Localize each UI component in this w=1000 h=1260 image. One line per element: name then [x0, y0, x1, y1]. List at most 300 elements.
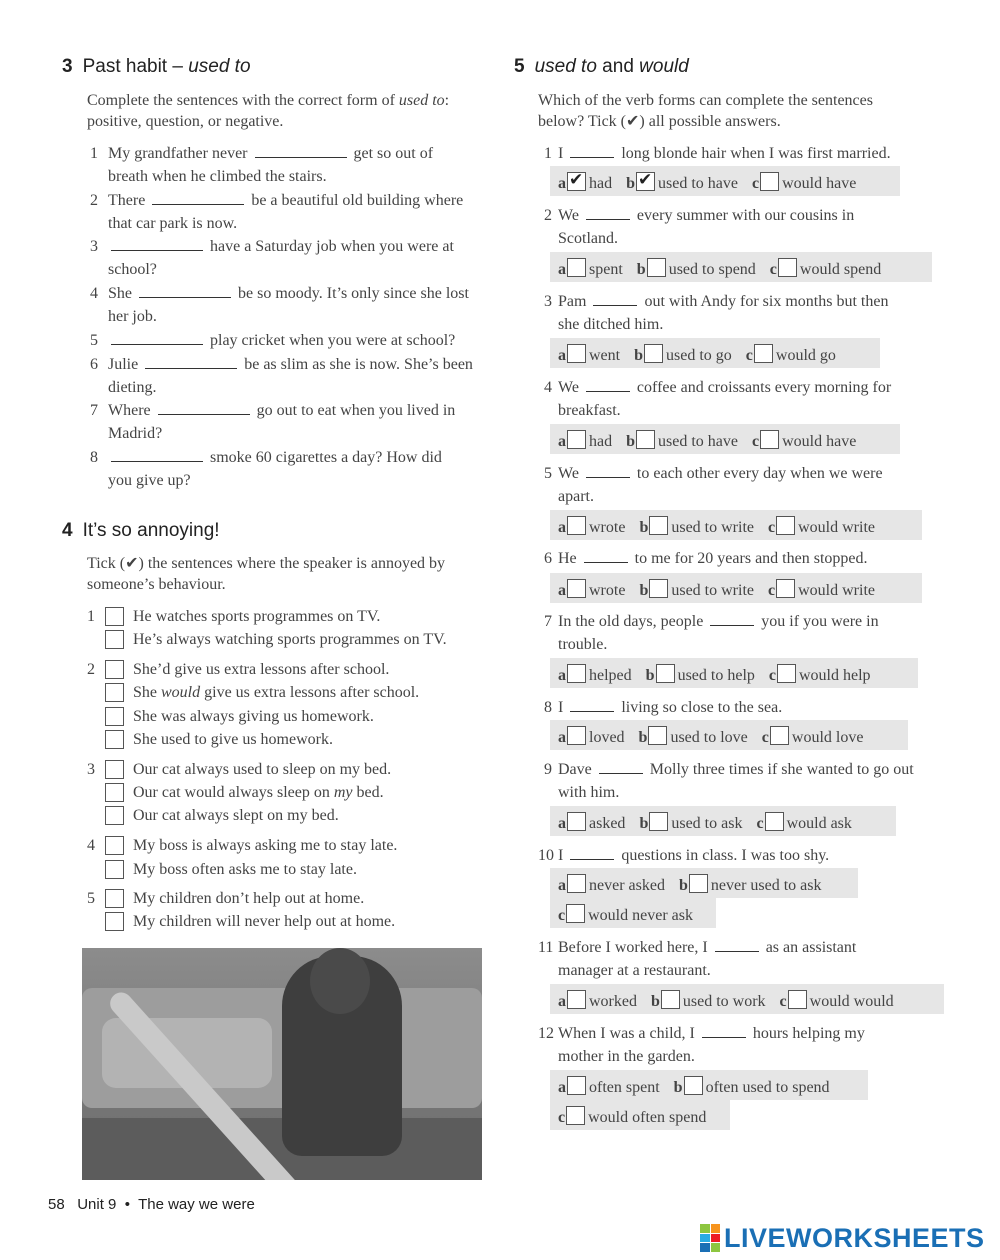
question-number: 8 [544, 699, 552, 716]
question-text-part: every summer with our cousins in [636, 207, 855, 224]
options-row [550, 573, 922, 603]
option-letter: a [558, 347, 566, 364]
options-row [550, 1100, 730, 1130]
option-text: went [589, 347, 621, 364]
item-number: 3 [90, 238, 98, 255]
option-letter: b [639, 815, 649, 832]
instruction-text: someone’s behaviour. [87, 576, 226, 593]
option-text: used to have [658, 433, 738, 450]
option-checkbox[interactable] [788, 990, 807, 1009]
item-text-part: smoke 60 cigarettes a day? How did [210, 449, 442, 466]
tick-checkbox[interactable] [105, 630, 124, 649]
question-text-part: to me for 20 years and then stopped. [634, 550, 868, 567]
option-c[interactable] [746, 347, 836, 364]
question-text-part: mother in the garden. [558, 1048, 695, 1065]
option-checkbox[interactable] [776, 579, 795, 598]
option-text: used to help [677, 667, 755, 684]
tick-row-text: My boss often asks me to stay late. [133, 861, 357, 878]
question-text [558, 204, 854, 250]
option-checkbox[interactable] [647, 258, 666, 277]
answer-blank[interactable] [255, 143, 347, 158]
question-text-part: she ditched him. [558, 316, 664, 333]
question-text [558, 547, 867, 570]
tick-row [105, 630, 495, 652]
tick-row-text [133, 783, 384, 803]
answer-blank [586, 463, 630, 478]
option-letter: a [558, 175, 566, 192]
option-a[interactable] [558, 433, 612, 450]
item-number: 5 [90, 332, 98, 349]
item-text [108, 282, 469, 328]
section-number: 4 [62, 520, 73, 541]
tick-checkbox[interactable] [105, 836, 124, 855]
answer-blank[interactable] [139, 283, 231, 298]
tick-row-text: My boss is always asking me to stay late. [133, 837, 398, 854]
option-checkbox[interactable] [567, 258, 586, 277]
tick-row [105, 607, 495, 629]
option-checkbox[interactable] [778, 258, 797, 277]
option-text: worked [589, 993, 637, 1010]
instruction-text: below? Tick (✔) all possible answers. [538, 113, 781, 130]
options-row [550, 424, 900, 454]
item-text-part: her job. [108, 308, 157, 325]
exercise-item [86, 353, 496, 401]
tick-checkbox[interactable] [105, 889, 124, 908]
unit-title: The way we were [138, 1196, 255, 1213]
answer-blank [570, 143, 614, 158]
tick-checkbox[interactable] [105, 783, 124, 802]
tick-checkbox[interactable] [105, 607, 124, 626]
option-letter: c [752, 433, 760, 450]
item-text-part: breath when he climbed the stairs. [108, 168, 327, 185]
option-checkbox[interactable] [567, 990, 586, 1009]
item-text-part: She [108, 285, 132, 302]
option-letter: c [752, 175, 760, 192]
tick-checkbox[interactable] [105, 730, 124, 749]
logo-mark-icon [700, 1224, 720, 1252]
question-item [538, 462, 958, 510]
tick-row-text: Our cat always used to sleep on my bed. [133, 761, 392, 778]
instruction-text: Tick (✔) the sentences where the speaker is annoyed by [87, 555, 446, 572]
option-letter: a [558, 433, 566, 450]
option-letter: a [558, 1079, 566, 1096]
question-text-part: Pam [558, 293, 587, 310]
question-text-part: He [558, 550, 577, 567]
option-c[interactable] [756, 815, 851, 832]
item-text-part: Where [108, 402, 151, 419]
option-c[interactable] [768, 519, 875, 536]
item-number: 7 [90, 402, 98, 419]
section-title: It’s so annoying! [82, 520, 220, 541]
page-number: 58 [48, 1196, 65, 1213]
item-text-part: go out to eat when you lived in [256, 402, 456, 419]
option-b[interactable] [646, 667, 755, 684]
section-4-instruction [87, 553, 487, 595]
options-row [550, 898, 716, 928]
tick-checkbox[interactable] [105, 806, 124, 825]
option-letter: b [639, 519, 649, 536]
tick-row-text: She’d give us extra lessons after school. [133, 661, 390, 678]
section-title-italic: used to [188, 56, 251, 77]
answer-blank[interactable] [111, 330, 203, 345]
option-text: had [589, 433, 613, 450]
logo-text: LIVEWORKSHEETS [724, 1222, 985, 1253]
option-text: would never ask [588, 907, 693, 924]
option-text: often spent [589, 1079, 660, 1096]
option-a[interactable] [558, 729, 625, 746]
option-text: would write [798, 519, 875, 536]
section-5-heading [514, 56, 689, 78]
answer-blank [584, 548, 628, 563]
instruction-text: : [444, 92, 450, 109]
instruction-italic: used to [398, 92, 445, 109]
option-text: would spend [799, 261, 882, 278]
option-a[interactable] [558, 1079, 660, 1096]
option-letter: c [779, 993, 787, 1010]
question-text [558, 936, 856, 982]
option-text: would have [782, 175, 857, 192]
answer-blank[interactable] [111, 236, 203, 251]
question-text-part: Dave [558, 761, 592, 778]
answer-blank [710, 611, 754, 626]
question-text-part: I [558, 145, 564, 162]
option-letter: a [558, 261, 566, 278]
question-item [538, 376, 958, 424]
item-text-part: Julie [108, 356, 139, 373]
option-letter: b [634, 347, 644, 364]
exercise-item [86, 399, 496, 447]
option-checkbox[interactable] [661, 990, 680, 1009]
answer-blank [715, 937, 759, 952]
option-checkbox[interactable] [567, 812, 586, 831]
option-checkbox[interactable] [566, 1106, 585, 1125]
option-a[interactable] [558, 877, 665, 894]
option-checkbox[interactable] [567, 172, 586, 191]
option-letter: a [558, 993, 566, 1010]
question-text [558, 462, 883, 508]
question-text-part: In the old days, people [558, 613, 704, 630]
option-letter: a [558, 729, 566, 746]
option-checkbox[interactable] [765, 812, 784, 831]
option-checkbox[interactable] [636, 430, 655, 449]
option-checkbox[interactable] [636, 172, 655, 191]
question-text-part: We [558, 207, 579, 224]
option-a[interactable] [558, 175, 612, 192]
option-letter: c [756, 815, 764, 832]
question-number: 1 [544, 145, 552, 162]
tick-row [105, 683, 495, 705]
options-row [550, 658, 918, 688]
tick-row [105, 860, 495, 882]
text-part: give us extra lessons after school. [200, 684, 420, 701]
exercise-item [86, 189, 496, 237]
item-text [108, 353, 473, 399]
option-a[interactable] [558, 261, 623, 278]
question-text-part: trouble. [558, 636, 608, 653]
tick-row [105, 836, 495, 858]
exercise-item [86, 142, 496, 190]
option-b[interactable] [639, 815, 742, 832]
instruction-text: positive, question, or negative. [87, 113, 284, 130]
question-text-part: to each other every day when we were [636, 465, 883, 482]
question-text [558, 844, 829, 867]
option-b[interactable] [639, 519, 754, 536]
section-number: 3 [62, 56, 73, 77]
item-number: 1 [90, 145, 98, 162]
item-number: 2 [87, 661, 95, 678]
bullet: • [124, 1196, 130, 1213]
option-b[interactable] [626, 175, 738, 192]
option-c[interactable] [558, 907, 693, 924]
option-text: used to have [658, 175, 738, 192]
option-checkbox[interactable] [567, 664, 586, 683]
option-letter: b [645, 667, 655, 684]
option-c[interactable] [768, 582, 875, 599]
option-c[interactable] [558, 1109, 706, 1126]
option-b[interactable] [639, 582, 754, 599]
question-text [558, 1022, 865, 1068]
tick-row [105, 783, 495, 805]
option-text: would have [782, 433, 857, 450]
option-letter: c [761, 729, 769, 746]
question-text-part: Molly three times if she wanted to go out [649, 761, 914, 778]
question-text-part: When I was a child, I [558, 1025, 695, 1042]
option-checkbox[interactable] [567, 516, 586, 535]
option-checkbox[interactable] [567, 874, 586, 893]
option-checkbox[interactable] [776, 516, 795, 535]
question-number: 12 [538, 1025, 554, 1042]
question-item [538, 1022, 958, 1070]
liveworksheets-logo [700, 1222, 985, 1254]
option-b[interactable] [634, 347, 732, 364]
answer-blank [599, 759, 643, 774]
answer-blank [586, 377, 630, 392]
option-checkbox[interactable] [567, 344, 586, 363]
option-checkbox[interactable] [567, 579, 586, 598]
tick-row-text: He’s always watching sports programmes on TV. [133, 631, 447, 648]
option-checkbox[interactable] [644, 344, 663, 363]
answer-blank[interactable] [158, 400, 250, 415]
question-text-part: We [558, 465, 579, 482]
question-text-part: hours helping my [752, 1025, 865, 1042]
question-text [558, 610, 879, 656]
option-a[interactable] [558, 582, 625, 599]
question-text-part: out with Andy for six months but then [644, 293, 889, 310]
question-number: 2 [544, 207, 552, 224]
option-b[interactable] [637, 261, 756, 278]
option-b[interactable] [626, 433, 738, 450]
tick-row [105, 806, 495, 828]
options-row [550, 984, 944, 1014]
page-footer [48, 1196, 255, 1213]
tick-row-text: Our cat always slept on my bed. [133, 807, 339, 824]
exercise-item [86, 282, 496, 330]
tick-row-text [133, 683, 419, 703]
question-item [538, 610, 958, 658]
option-checkbox[interactable] [760, 430, 779, 449]
option-text: often used to spend [705, 1079, 830, 1096]
option-letter: c [558, 907, 566, 924]
tick-row [105, 707, 495, 729]
item-text-part: dieting. [108, 379, 157, 396]
option-c[interactable] [770, 261, 881, 278]
tick-row-text: My children will never help out at home. [133, 913, 396, 930]
question-text-part: questions in class. I was too shy. [621, 847, 830, 864]
option-letter: c [768, 519, 776, 536]
option-b[interactable] [651, 993, 766, 1010]
item-text [108, 235, 454, 281]
tick-checkbox[interactable] [105, 760, 124, 779]
option-text: used to go [666, 347, 732, 364]
option-checkbox[interactable] [684, 1076, 703, 1095]
question-text [558, 758, 914, 804]
item-text [108, 446, 442, 492]
option-a[interactable] [558, 667, 632, 684]
option-text: wrote [589, 519, 626, 536]
question-text-part: I [558, 699, 564, 716]
option-b[interactable] [679, 877, 822, 894]
item-text [108, 189, 463, 235]
answer-blank[interactable] [152, 190, 244, 205]
options-row [550, 720, 908, 750]
instruction-text: Complete the sentences with the correct form of [87, 92, 399, 109]
option-text: had [589, 175, 613, 192]
option-c[interactable] [752, 433, 856, 450]
option-text: would ask [786, 815, 852, 832]
question-text-part: living so close to the sea. [621, 699, 783, 716]
answer-blank[interactable] [111, 447, 203, 462]
item-text-part: school? [108, 261, 157, 278]
section-title-italic: would [639, 56, 689, 77]
option-text: would would [809, 993, 894, 1010]
option-text: would often spend [588, 1109, 707, 1126]
option-text: used to write [671, 582, 754, 599]
item-text-part: have a Saturday job when you were at [210, 238, 454, 255]
item-text [108, 329, 455, 352]
question-number: 3 [544, 293, 552, 310]
options-row [550, 252, 932, 282]
option-checkbox[interactable] [649, 579, 668, 598]
answer-blank [702, 1023, 746, 1038]
option-text: asked [589, 815, 626, 832]
option-letter: a [558, 877, 566, 894]
option-checkbox[interactable] [770, 726, 789, 745]
option-letter: c [768, 667, 776, 684]
question-number: 11 [538, 939, 554, 956]
option-checkbox[interactable] [648, 726, 667, 745]
option-checkbox[interactable] [777, 664, 796, 683]
question-text [558, 696, 782, 719]
section-number: 5 [514, 56, 525, 77]
text-part: bed. [352, 784, 384, 801]
option-b[interactable] [639, 729, 748, 746]
option-checkbox[interactable] [567, 726, 586, 745]
item-text-part: There [108, 192, 146, 209]
option-c[interactable] [762, 729, 864, 746]
tick-row [105, 660, 495, 682]
item-number: 3 [87, 761, 95, 778]
tick-checkbox[interactable] [105, 860, 124, 879]
tick-row [105, 760, 495, 782]
text-part: She [133, 684, 161, 701]
item-number: 2 [90, 192, 98, 209]
option-checkbox[interactable] [754, 344, 773, 363]
tick-row-text: He watches sports programmes on TV. [133, 608, 381, 625]
option-text: used to love [670, 729, 748, 746]
item-text-part: play cricket when you were at school? [210, 332, 456, 349]
section-4-heading [62, 520, 220, 542]
option-a[interactable] [558, 993, 637, 1010]
option-checkbox[interactable] [649, 812, 668, 831]
item-number: 4 [90, 285, 98, 302]
question-number: 5 [544, 465, 552, 482]
tick-checkbox[interactable] [105, 912, 124, 931]
option-c[interactable] [769, 667, 871, 684]
option-letter: a [558, 667, 566, 684]
option-b[interactable] [674, 1079, 830, 1096]
option-checkbox[interactable] [567, 430, 586, 449]
italic-word: would [161, 684, 201, 701]
section-title: Past habit – [82, 56, 189, 77]
answer-blank[interactable] [145, 354, 237, 369]
question-item [538, 758, 958, 806]
option-checkbox[interactable] [566, 904, 585, 923]
question-text-part: manager at a restaurant. [558, 962, 711, 979]
question-text-part: with him. [558, 784, 620, 801]
option-letter: a [558, 815, 566, 832]
option-letter: a [558, 582, 566, 599]
option-checkbox[interactable] [689, 874, 708, 893]
option-letter: c [745, 347, 753, 364]
item-text-part: you give up? [108, 472, 191, 489]
option-a[interactable] [558, 815, 625, 832]
tick-row-text: She was always giving us homework. [133, 708, 374, 725]
option-checkbox[interactable] [760, 172, 779, 191]
options-row [550, 166, 900, 196]
question-number: 6 [544, 550, 552, 567]
option-text: spent [589, 261, 623, 278]
item-text-part: be as slim as she is now. She’s been [244, 356, 473, 373]
question-text-part: you if you were in [761, 613, 879, 630]
tick-checkbox[interactable] [105, 660, 124, 679]
exercise-item [86, 235, 496, 283]
option-a[interactable] [558, 519, 625, 536]
option-c[interactable] [752, 175, 856, 192]
option-text: would write [798, 582, 875, 599]
question-number: 9 [544, 761, 552, 778]
option-checkbox[interactable] [656, 664, 675, 683]
tick-row-text: She used to give us homework. [133, 731, 333, 748]
option-letter: a [558, 519, 566, 536]
tick-checkbox[interactable] [105, 683, 124, 702]
question-text-part: breakfast. [558, 402, 621, 419]
item-number: 6 [90, 356, 98, 373]
option-letter: b [626, 433, 636, 450]
option-checkbox[interactable] [567, 1076, 586, 1095]
option-text: would help [799, 667, 871, 684]
question-item [538, 936, 958, 984]
question-text-part: coffee and croissants every morning for [636, 379, 892, 396]
option-a[interactable] [558, 347, 620, 364]
tick-row [105, 730, 495, 752]
option-c[interactable] [780, 993, 894, 1010]
section-3-heading [62, 56, 251, 78]
tick-checkbox[interactable] [105, 707, 124, 726]
option-text: wrote [589, 582, 626, 599]
option-checkbox[interactable] [649, 516, 668, 535]
item-number: 4 [87, 837, 95, 854]
option-text: used to work [682, 993, 766, 1010]
